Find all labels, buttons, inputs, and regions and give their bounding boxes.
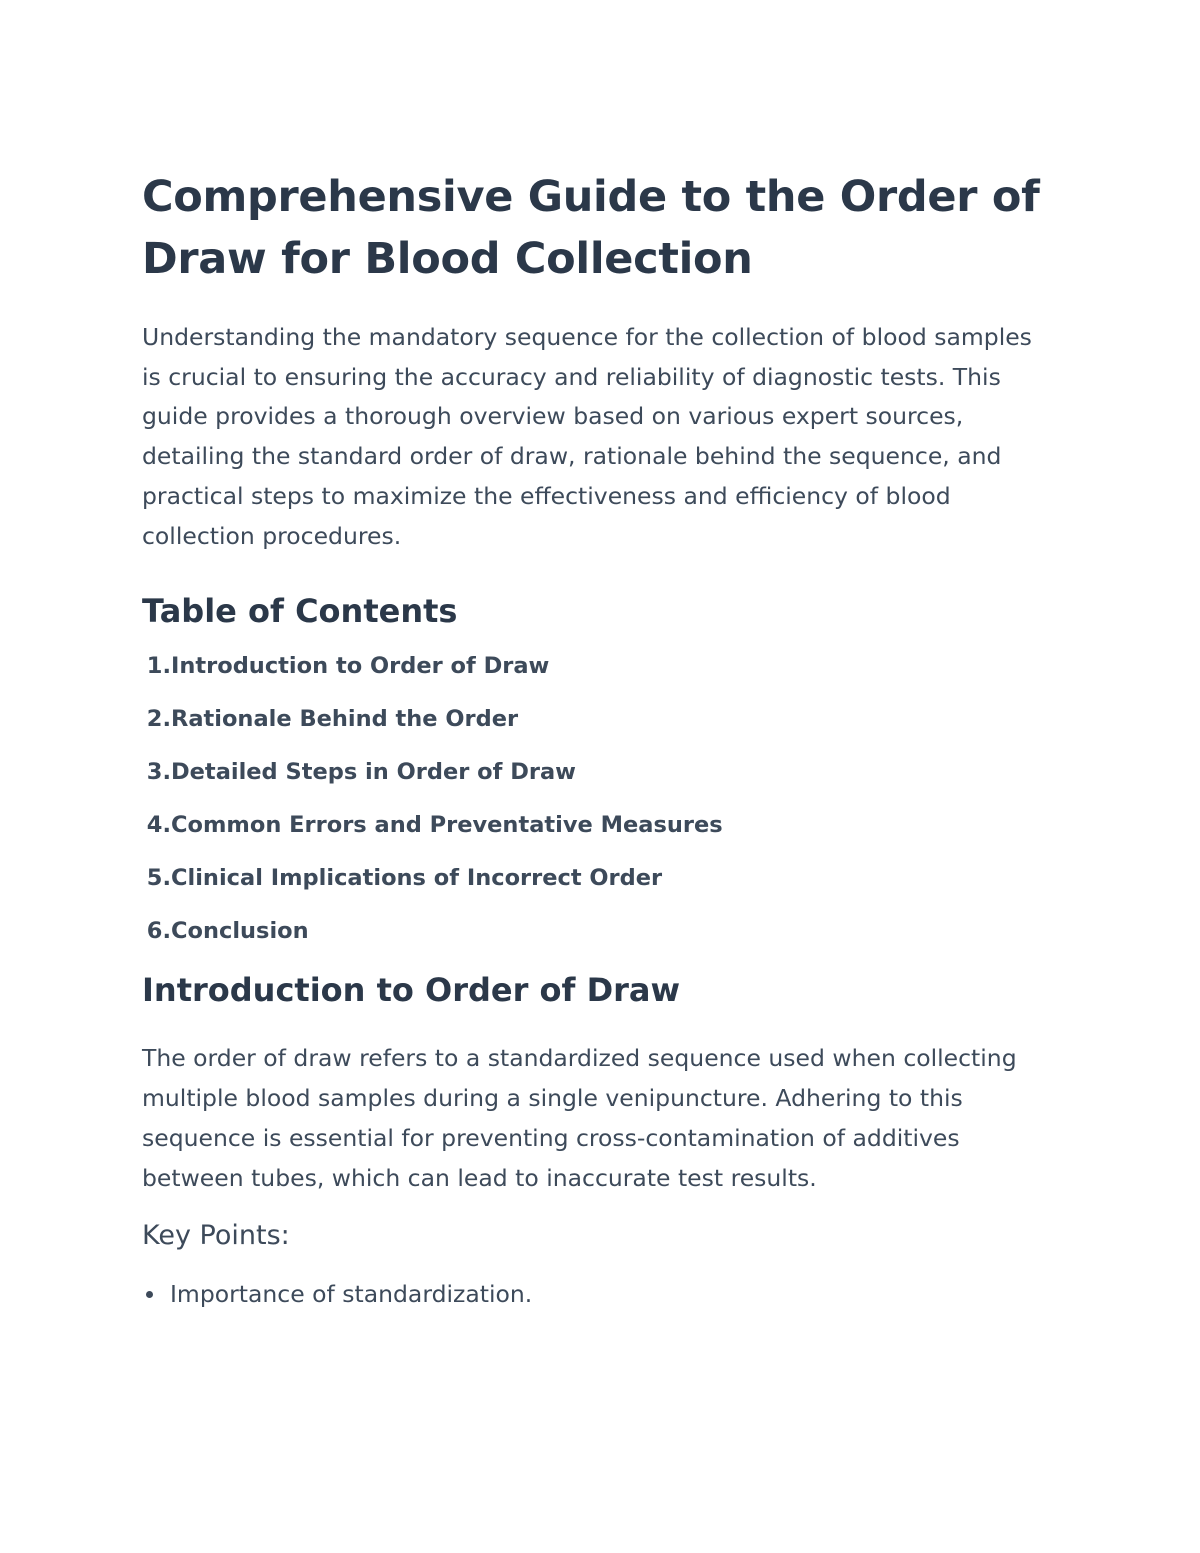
toc-item-label[interactable]: Introduction to Order of Draw <box>171 653 550 680</box>
toc-heading: Table of Contents <box>142 592 458 631</box>
toc-item-conclusion[interactable] <box>142 918 1062 944</box>
toc-item-number: 5. <box>146 865 171 892</box>
toc-item-rationale[interactable] <box>142 706 1062 732</box>
toc-item-common-errors[interactable] <box>142 812 1062 838</box>
toc-item-label[interactable]: Detailed Steps in Order of Draw <box>171 759 576 786</box>
toc-item-number: 1. <box>146 653 171 680</box>
toc-item-number: 6. <box>146 918 171 945</box>
section-heading-introduction: Introduction to Order of Draw <box>142 971 681 1010</box>
toc-list <box>142 653 1062 944</box>
key-point-text: Importance of standardization. <box>170 1280 533 1309</box>
toc-item-label[interactable]: Rationale Behind the Order <box>171 706 519 733</box>
toc-item-label[interactable]: Conclusion <box>171 918 309 945</box>
toc-item-label[interactable]: Common Errors and Preventative Measures <box>171 812 723 839</box>
toc-item-number: 2. <box>146 706 171 733</box>
document-title: Comprehensive Guide to the Order of Draw for Blood Collection <box>142 172 1040 284</box>
toc-item-label[interactable]: Clinical Implications of Incorrect Order <box>171 865 663 892</box>
toc-item-number: 4. <box>146 812 171 839</box>
bullet-icon <box>146 1291 153 1298</box>
introduction-paragraph: The order of draw refers to a standardized sequence used when collecting multiple blood samples during a single venipuncture. Adhering to this sequence is essential for preventing cross-contamination of additives between tubes, which can lead to inaccurate test results. <box>142 1044 1017 1193</box>
document-content <box>142 166 1062 1312</box>
key-points-heading: Key Points: <box>142 1220 290 1252</box>
toc-item-clinical-implications[interactable] <box>142 865 1062 891</box>
intro-paragraph: Understanding the mandatory sequence for the collection of blood samples is crucial to ensuring the accuracy and reliability of diagnostic tests. This guide provides a thorough overview based on various expert sources, detailing the standard order of draw, rationale behind the sequence, and practical steps to maximize the effectiveness and efficiency of blood collection procedures. <box>142 323 1032 550</box>
toc-item-number: 3. <box>146 759 171 786</box>
toc-item-detailed-steps[interactable] <box>142 759 1062 785</box>
key-points-list <box>142 1276 1062 1312</box>
list-item <box>142 1276 1062 1312</box>
toc-item-introduction[interactable] <box>142 653 1062 679</box>
